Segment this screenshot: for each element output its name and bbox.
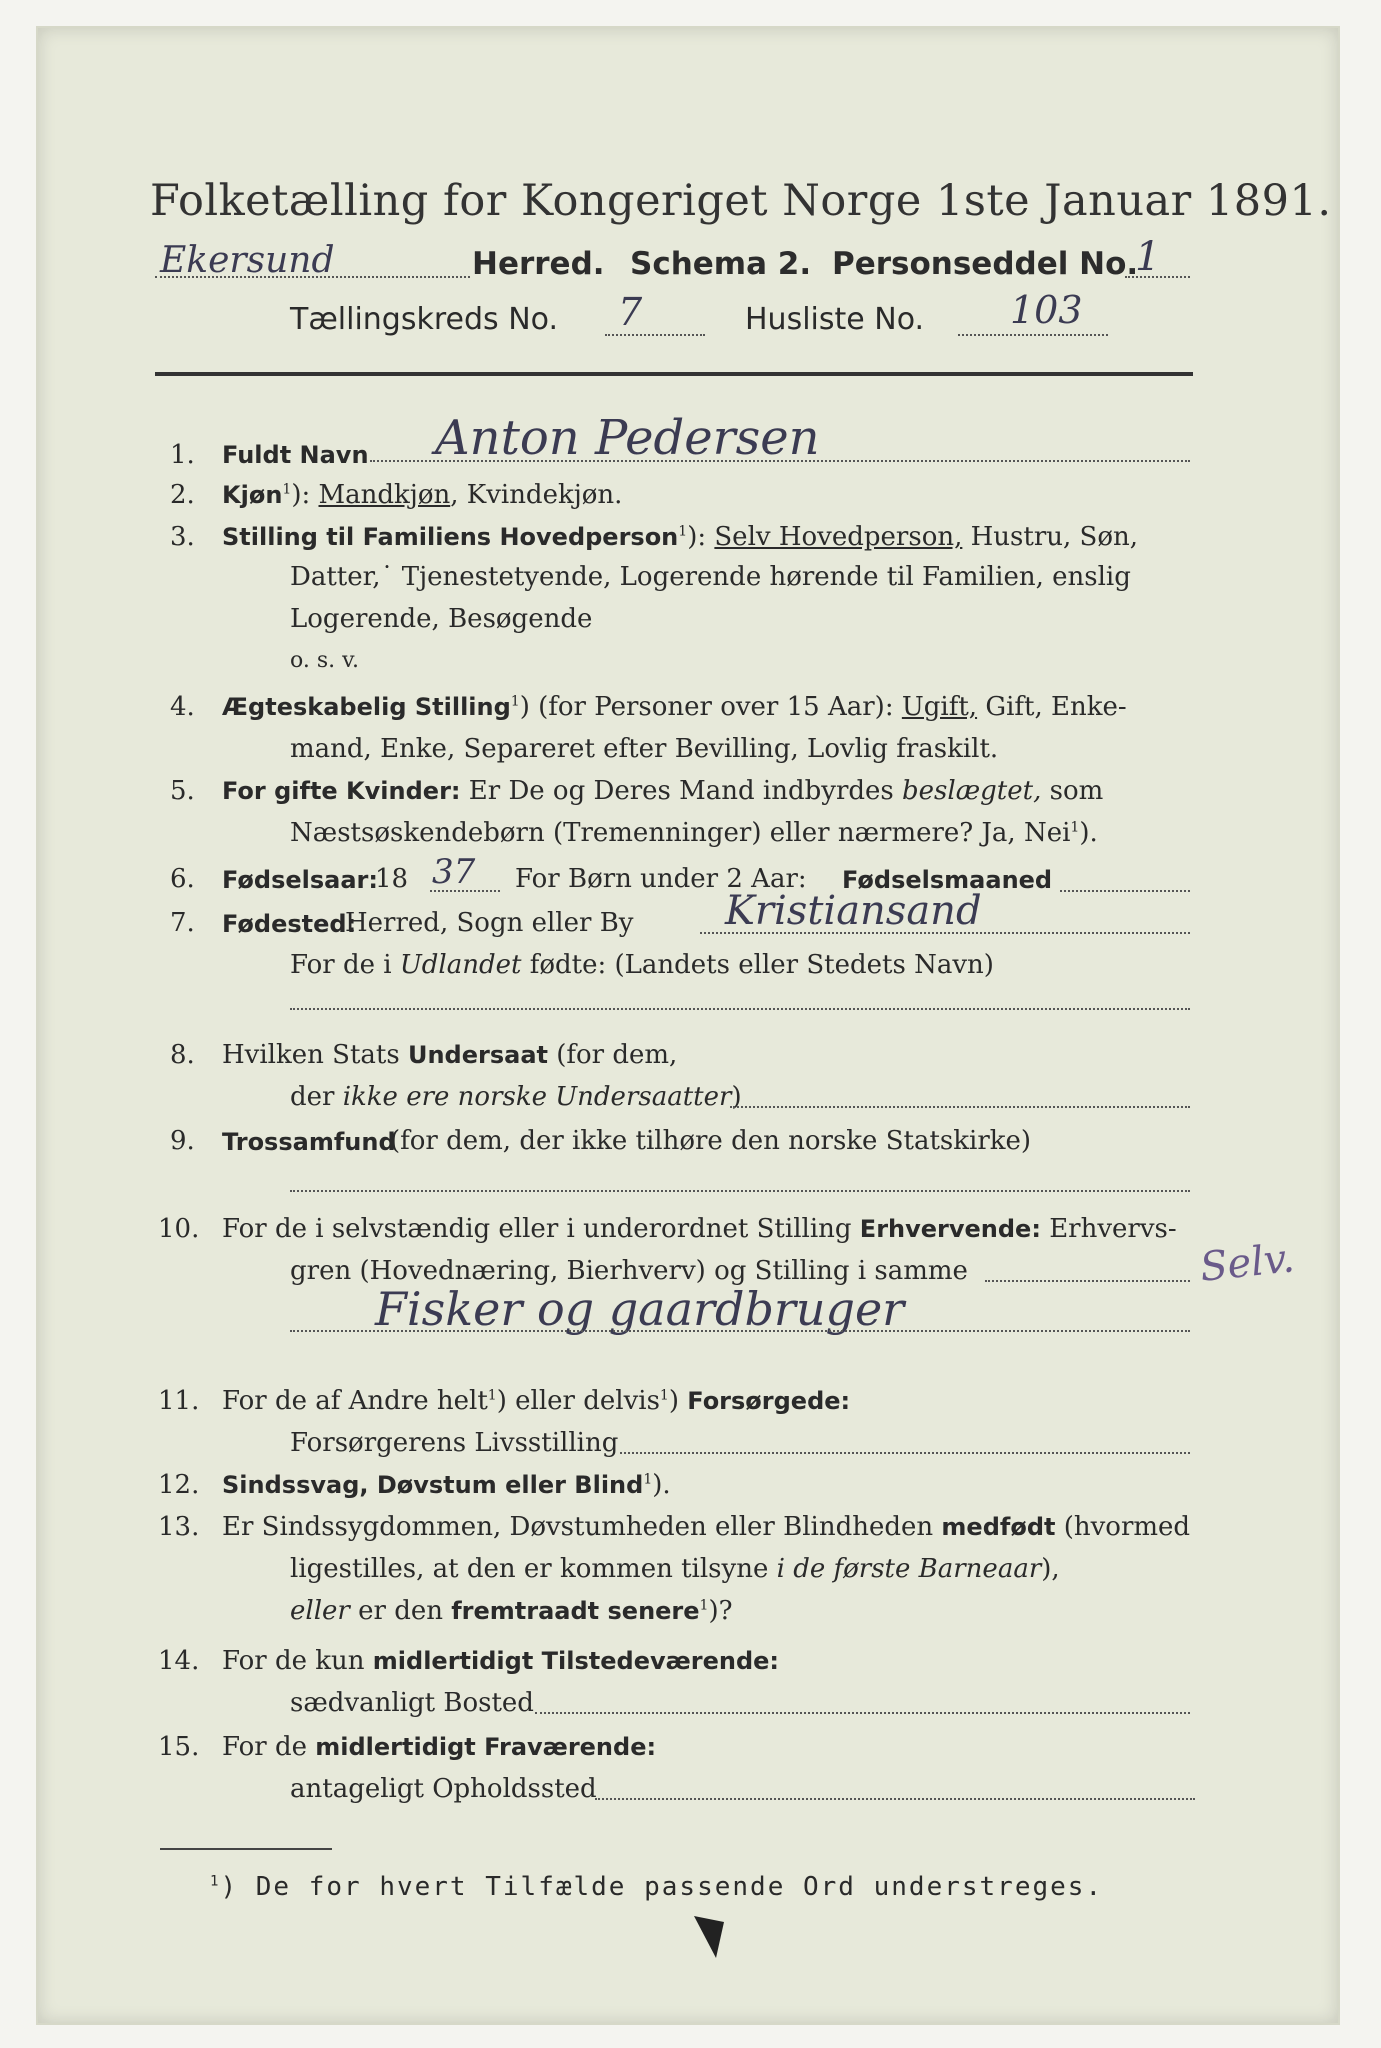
q12-sup: 1 xyxy=(643,1471,653,1488)
q12-tail: ). xyxy=(652,1470,671,1500)
q11-dotted-line xyxy=(620,1452,1190,1454)
husliste-dotted-line xyxy=(958,334,1108,336)
q2-text-a: ): xyxy=(291,480,319,510)
q11-line1-b: ) eller delvis xyxy=(496,1386,660,1416)
q10-number: 10. xyxy=(158,1214,200,1244)
q7-line2-a: For de i xyxy=(290,950,400,980)
q12-number: 12. xyxy=(158,1470,200,1500)
q6-label2: Fødselsmaaned xyxy=(842,866,1053,894)
q10-margin-note: Selv. xyxy=(1197,1235,1297,1291)
q7-line2-b: fødte: (Landets eller Stedets Navn) xyxy=(521,950,994,980)
q3-rest: ): xyxy=(687,522,715,552)
q5-line2 xyxy=(290,818,1098,848)
q15-line1 xyxy=(222,1732,656,1762)
q13-line1-bold: medfødt xyxy=(941,1513,1056,1541)
q2-label: Kjøn xyxy=(222,481,283,509)
q13-line3-a: er den xyxy=(349,1596,452,1626)
q13-line1-a: Er Sindssygdommen, Døvstumheden eller Blindheden xyxy=(222,1512,942,1542)
q2-number: 2. xyxy=(170,480,195,510)
q13-line2 xyxy=(290,1554,1060,1584)
q10-line2-dotted xyxy=(985,1280,1190,1282)
q13-line3-italic: eller xyxy=(290,1596,350,1626)
q11-number: 11. xyxy=(158,1386,200,1416)
kreds-dotted-line xyxy=(605,334,705,336)
q10-line2: gren (Hovednæring, Bierhverv) og Stilling i samme xyxy=(290,1256,968,1286)
q4-number: 4. xyxy=(170,692,195,722)
q5-label: For gifte Kvinder: xyxy=(222,777,461,805)
husliste-label: Husliste No. xyxy=(745,302,925,337)
q14-line1 xyxy=(222,1646,779,1676)
herred-value: Ekersund xyxy=(160,240,335,281)
q6-label: Fødselsaar: xyxy=(222,866,378,894)
q7-dotted-line xyxy=(700,932,1190,934)
census-form-card xyxy=(38,28,1338,2023)
q8-line1 xyxy=(222,1040,677,1070)
herred-label: Herred. xyxy=(472,246,605,282)
q14-dotted-line xyxy=(535,1712,1190,1714)
q11-sup: 1 xyxy=(487,1387,497,1404)
herred-dotted-line xyxy=(155,276,470,278)
q4-option-selected: Ugift, xyxy=(901,692,978,722)
q7-line2-italic: Udlandet xyxy=(399,950,522,980)
q7-label: Fødested: xyxy=(222,910,357,938)
q11-line1 xyxy=(222,1386,850,1416)
q7-foreign-dotted-line xyxy=(290,1008,1190,1010)
q14-line1-a: For de kun xyxy=(222,1646,373,1676)
q14-number: 14. xyxy=(158,1646,200,1676)
q12-line xyxy=(222,1470,671,1500)
q13-line2-b: ), xyxy=(1041,1554,1060,1584)
footnote xyxy=(210,1872,1103,1902)
q7-rest: Herred, Sogn eller By xyxy=(345,908,634,938)
q5-tail: som xyxy=(1041,776,1104,806)
q3-line2: Datter,˙ Tjenestetyende, Logerende hørende til Familien, enslig xyxy=(290,562,1131,592)
q6-value-year: 37 xyxy=(432,852,476,892)
q3-option-selected: Selv Hovedperson, xyxy=(714,522,963,552)
q10-value-occupation: Fisker og gaardbruger xyxy=(375,1282,905,1336)
q5-line2-text: Næstsøskendebørn (Tremenninger) eller nærmere? Ja, Nei xyxy=(290,818,1071,848)
q8-line1-a: Hvilken Stats xyxy=(222,1040,408,1070)
footnote-rule xyxy=(160,1848,332,1850)
header-rule xyxy=(155,372,1193,376)
q1-number: 1. xyxy=(170,440,195,470)
q13-line2-italic: i de første Barneaar xyxy=(776,1554,1042,1584)
q6-dotted-line xyxy=(430,890,500,892)
q10-line1-c: Erhvervs- xyxy=(1040,1214,1177,1244)
q8-number: 8. xyxy=(170,1040,195,1070)
q4-rest: ) (for Personer over 15 Aar): xyxy=(519,692,902,722)
q15-line1-a: For de xyxy=(222,1732,316,1762)
q13-line3-b: )? xyxy=(708,1596,733,1626)
q5-rest: Er De og Deres Mand indbyrdes xyxy=(460,776,903,806)
q7-value-birthplace: Kristiansand xyxy=(725,888,982,934)
q1-value-name: Anton Pedersen xyxy=(435,410,820,466)
q9-label: Trossamfund xyxy=(222,1128,396,1156)
q6-prefix: 18 xyxy=(375,864,409,894)
q13-line1-c: (hvormed xyxy=(1055,1512,1191,1542)
q13-line1 xyxy=(222,1512,1190,1542)
q8-line2 xyxy=(290,1082,742,1112)
q5-line1 xyxy=(222,776,1103,806)
q15-line1-bold: midlertidigt Fraværende: xyxy=(315,1733,657,1761)
q4-tail: Gift, Enke- xyxy=(977,692,1127,722)
q2-sup: 1 xyxy=(282,481,292,498)
q13-number: 13. xyxy=(158,1512,200,1542)
footnote-sup: 1 xyxy=(210,1873,221,1890)
q8-dotted-line xyxy=(730,1106,1190,1108)
q3-line1 xyxy=(222,522,1138,552)
q10-dotted-line xyxy=(290,1330,1190,1332)
personseddel-value: 1 xyxy=(1135,234,1161,280)
q7-line2 xyxy=(290,950,994,980)
q8-line2-a: der xyxy=(290,1082,343,1112)
q8-line1-bold: Undersaat xyxy=(407,1041,548,1069)
q9-dotted-line xyxy=(290,1190,1190,1192)
q4-sup: 1 xyxy=(510,693,520,710)
q8-line2-b: ) xyxy=(731,1082,742,1112)
q15-dotted-line xyxy=(595,1798,1195,1800)
q4-line2: mand, Enke, Separeret efter Bevilling, Lovlig fraskilt. xyxy=(290,734,999,764)
q13-line2-a: ligestilles, at den er kommen tilsyne xyxy=(290,1554,777,1584)
q6-month-dotted-line xyxy=(1060,890,1190,892)
q9-rest: (for dem, der ikke tilhøre den norske Statskirke) xyxy=(390,1126,1032,1156)
q11-line1-bold: Forsørgede: xyxy=(687,1387,851,1415)
q1-label: Fuldt Navn xyxy=(222,441,369,469)
q14-line1-bold: midlertidigt Tilstedeværende: xyxy=(372,1647,780,1675)
ink-mark xyxy=(690,1912,730,1962)
q3-sup: 1 xyxy=(678,523,688,540)
q2-option-selected: Mandkjøn xyxy=(318,480,451,510)
q10-line1-bold: Erhvervende: xyxy=(859,1215,1041,1243)
q11-line1-a: For de af Andre helt xyxy=(222,1386,488,1416)
q5-italic: beslægtet, xyxy=(902,776,1042,806)
q15-number: 15. xyxy=(158,1732,200,1762)
q6-number: 6. xyxy=(170,864,195,894)
q3-label: Stilling til Familiens Hovedperson xyxy=(222,523,679,551)
q11-sup-2: 1 xyxy=(659,1387,669,1404)
q3-line4: o. s. v. xyxy=(290,648,359,673)
footnote-text: ) De for hvert Tilfælde passende Ord understreges. xyxy=(220,1872,1104,1902)
q9-number: 9. xyxy=(170,1126,195,1156)
q5-sup: 1 xyxy=(1070,819,1080,836)
q3-tail: Hustru, Søn, xyxy=(962,522,1139,552)
q6-rest: For Børn under 2 Aar: xyxy=(515,864,807,894)
q8-line2-italic: ikke ere norske Undersaatter xyxy=(342,1082,732,1112)
q11-line1-c: ) xyxy=(668,1386,688,1416)
schema-label: Schema 2. xyxy=(630,246,812,282)
q5-number: 5. xyxy=(170,776,195,806)
q8-line1-c: (for dem, xyxy=(547,1040,678,1070)
q5-line2-tail: ). xyxy=(1079,818,1098,848)
q4-line1 xyxy=(222,692,1127,722)
husliste-value: 103 xyxy=(1010,288,1083,332)
form-title: Folketælling for Kongeriget Norge 1ste Januar 1891. xyxy=(150,176,1332,226)
q14-line2: sædvanligt Bosted xyxy=(290,1688,534,1718)
q13-line3-bold: fremtraadt senere xyxy=(451,1597,700,1625)
q3-number: 3. xyxy=(170,522,195,552)
kreds-label: Tællingskreds No. xyxy=(290,302,558,337)
q15-line2: antageligt Opholdssted xyxy=(290,1774,597,1804)
q10-line1-a: For de i selvstændig eller i underordnet Stilling xyxy=(222,1214,860,1244)
q2-line xyxy=(222,480,622,510)
q4-label: Ægteskabelig Stilling xyxy=(222,693,511,721)
q1-dotted-line xyxy=(370,460,1190,462)
q2-option-2: , Kvindekjøn. xyxy=(450,480,623,510)
q7-number: 7. xyxy=(170,908,195,938)
personseddel-dotted-line xyxy=(1125,276,1190,278)
q10-line1 xyxy=(222,1214,1177,1244)
personseddel-label: Personseddel No. xyxy=(832,246,1139,282)
q11-line2: Forsørgerens Livsstilling xyxy=(290,1428,619,1458)
kreds-value: 7 xyxy=(618,290,643,334)
q13-sup: 1 xyxy=(699,1597,709,1614)
q13-line3 xyxy=(290,1596,733,1626)
q3-line3: Logerende, Besøgende xyxy=(290,604,593,634)
q12-label: Sindssvag, Døvstum eller Blind xyxy=(222,1471,644,1499)
